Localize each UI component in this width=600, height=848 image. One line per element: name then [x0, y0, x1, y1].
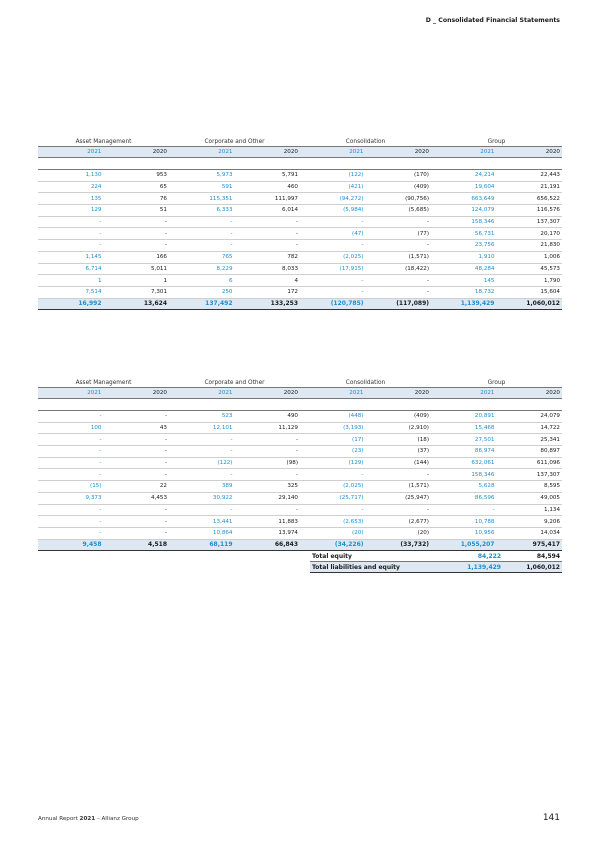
page-number: 141	[542, 813, 560, 823]
table-cell: 5,973	[169, 170, 235, 182]
table-cell: -	[169, 446, 235, 458]
table-cell: (421)	[300, 181, 366, 193]
table-cell: 22	[104, 481, 170, 493]
table-cell: -	[300, 216, 366, 228]
table-row	[38, 446, 562, 458]
table-cell: -	[169, 469, 235, 481]
table-cell: -	[104, 457, 170, 469]
table-cell: 29,140	[235, 492, 301, 504]
table-cell: 782	[235, 251, 301, 263]
table-row	[38, 263, 562, 275]
table-cell: 158,346	[431, 469, 497, 481]
table-cell: (2,910)	[366, 422, 432, 434]
table-cell: (90,756)	[366, 193, 432, 205]
spacer-cell	[38, 158, 104, 170]
table-cell: -	[104, 504, 170, 516]
report-year: 2021	[79, 816, 96, 822]
segment-header-row	[38, 378, 562, 388]
table-cell: (2,025)	[300, 481, 366, 493]
table-cell: 7,514	[38, 286, 104, 298]
table-cell: -	[38, 527, 104, 539]
table-cell: -	[169, 228, 235, 240]
report-prefix: Annual Report	[38, 816, 78, 822]
total-cell: 16,992	[38, 298, 104, 309]
table-cell: 490	[235, 411, 301, 423]
table-cell: -	[104, 516, 170, 528]
table-cell: 4,453	[104, 492, 170, 504]
table-cell: 86,974	[431, 446, 497, 458]
table-cell: 1,145	[38, 251, 104, 263]
spacer-cell	[235, 158, 301, 170]
table-cell: (409)	[366, 411, 432, 423]
table-cell: (5,685)	[366, 205, 432, 217]
table-row	[38, 170, 562, 182]
table-cell: 111,997	[235, 193, 301, 205]
spacer-cell	[104, 158, 170, 170]
table-cell: 5,628	[431, 481, 497, 493]
table-cell: 21,830	[497, 240, 563, 252]
year-header-row	[38, 388, 562, 399]
total-cell: 9,458	[38, 539, 104, 550]
table-cell: -	[366, 216, 432, 228]
year-header: 2021	[431, 147, 497, 158]
table-cell: 100	[38, 422, 104, 434]
table-cell: 591	[169, 181, 235, 193]
spacer-cell	[431, 399, 497, 411]
table-cell: (15)	[38, 481, 104, 493]
table-cell: (170)	[366, 170, 432, 182]
table-cell: (23)	[300, 446, 366, 458]
table-cell: -	[235, 216, 301, 228]
year-header: 2020	[104, 388, 170, 399]
year-header: 2020	[366, 388, 432, 399]
table-cell: 14,034	[497, 527, 563, 539]
table-cell: 158,346	[431, 216, 497, 228]
table-cell: 166	[104, 251, 170, 263]
year-header: 2020	[235, 147, 301, 158]
table-cell: 663,649	[431, 193, 497, 205]
table-cell: -	[104, 527, 170, 539]
total-cell: 66,843	[235, 539, 301, 550]
table-cell: 137,307	[497, 469, 563, 481]
table-row	[38, 240, 562, 252]
table-row	[38, 434, 562, 446]
report-suffix: – Allianz Group	[95, 816, 139, 822]
table-cell: 7,301	[104, 286, 170, 298]
table-cell: 1,790	[497, 275, 563, 287]
table-cell: -	[235, 228, 301, 240]
summary-value-2020: 84,594	[503, 551, 562, 562]
segment-header: Asset Management	[38, 378, 169, 388]
table-cell: -	[104, 216, 170, 228]
summary-value-2020: 1,060,012	[503, 562, 562, 573]
table-cell: 51	[104, 205, 170, 217]
table-cell: 20,891	[431, 411, 497, 423]
segment-header: Consolidation	[300, 137, 431, 147]
total-cell: (34,226)	[300, 539, 366, 550]
table-cell: 6,714	[38, 263, 104, 275]
table-cell: 4	[235, 275, 301, 287]
table-row	[38, 527, 562, 539]
table-cell: -	[104, 228, 170, 240]
table-cell: (77)	[366, 228, 432, 240]
table-cell: 8,033	[235, 263, 301, 275]
table-cell: (18,422)	[366, 263, 432, 275]
table-cell: 5,011	[104, 263, 170, 275]
table-row	[38, 481, 562, 493]
table-cell: -	[104, 411, 170, 423]
summary-row-total-liabilities-equity	[310, 562, 562, 573]
table-cell: 49,005	[497, 492, 563, 504]
table-cell: 43	[104, 422, 170, 434]
table-row	[38, 422, 562, 434]
table-cell: -	[431, 504, 497, 516]
table-cell: -	[235, 469, 301, 481]
table-cell: (47)	[300, 228, 366, 240]
table-cell: -	[235, 504, 301, 516]
year-header: 2021	[169, 388, 235, 399]
total-cell: 975,417	[497, 539, 563, 550]
table-cell: 656,522	[497, 193, 563, 205]
table-row	[38, 492, 562, 504]
table-cell: -	[235, 434, 301, 446]
spacer-cell	[169, 158, 235, 170]
liabilities-table	[38, 378, 562, 551]
table-cell: -	[104, 446, 170, 458]
table-row	[38, 205, 562, 217]
table-cell: (1,571)	[366, 481, 432, 493]
year-header: 2020	[235, 388, 301, 399]
table-cell: (18)	[366, 434, 432, 446]
report-footer	[38, 816, 139, 822]
table-row	[38, 251, 562, 263]
total-cell: 1,055,207	[431, 539, 497, 550]
summary-row-total-equity	[310, 551, 562, 562]
assets-table	[38, 137, 562, 310]
table-cell: 145	[431, 275, 497, 287]
table-cell: 460	[235, 181, 301, 193]
year-header: 2020	[366, 147, 432, 158]
spacer-cell	[235, 399, 301, 411]
segment-header: Group	[431, 378, 562, 388]
table-cell: 15,468	[431, 422, 497, 434]
spacer-cell	[169, 399, 235, 411]
table-cell: -	[300, 240, 366, 252]
spacer-cell	[497, 399, 563, 411]
segment-header-row	[38, 137, 562, 147]
table-cell: (144)	[366, 457, 432, 469]
table-cell: 1,006	[497, 251, 563, 263]
segment-header: Corporate and Other	[169, 378, 300, 388]
table-cell: -	[169, 434, 235, 446]
table-cell: -	[38, 411, 104, 423]
table-cell: 10,956	[431, 527, 497, 539]
table-cell: (94,272)	[300, 193, 366, 205]
table-cell: -	[366, 275, 432, 287]
section-header: D _ Consolidated Financial Statements	[425, 17, 560, 24]
table-cell: 45,573	[497, 263, 563, 275]
table-cell: (25,717)	[300, 492, 366, 504]
total-cell: 1,139,429	[431, 298, 497, 309]
table-cell: 1,130	[38, 170, 104, 182]
table-cell: -	[38, 240, 104, 252]
table-cell: 8,595	[497, 481, 563, 493]
spacer-cell	[366, 158, 432, 170]
table-cell: 953	[104, 170, 170, 182]
spacer-row	[38, 399, 562, 411]
total-row	[38, 298, 562, 309]
table-cell: (20)	[366, 527, 432, 539]
table-row	[38, 228, 562, 240]
table-cell: -	[235, 446, 301, 458]
total-cell: 4,518	[104, 539, 170, 550]
segment-header: Asset Management	[38, 137, 169, 147]
table-cell: (2,653)	[300, 516, 366, 528]
table-cell: 19,604	[431, 181, 497, 193]
table-cell: 6	[169, 275, 235, 287]
table-cell: 12,101	[169, 422, 235, 434]
table-cell: 8,229	[169, 263, 235, 275]
table-cell: 13,441	[169, 516, 235, 528]
table-cell: -	[300, 275, 366, 287]
spacer-cell	[104, 399, 170, 411]
table-cell: 11,129	[235, 422, 301, 434]
table-row	[38, 469, 562, 481]
table-cell: (1,571)	[366, 251, 432, 263]
table-cell: 224	[38, 181, 104, 193]
segment-header: Group	[431, 137, 562, 147]
table-cell: 250	[169, 286, 235, 298]
year-header: 2021	[169, 147, 235, 158]
table-cell: -	[300, 504, 366, 516]
table-cell: -	[38, 457, 104, 469]
spacer-cell	[38, 399, 104, 411]
table-cell: -	[38, 446, 104, 458]
table-cell: 80,897	[497, 446, 563, 458]
table-cell: (122)	[300, 170, 366, 182]
total-cell: (120,785)	[300, 298, 366, 309]
summary-value-2021: 84,222	[444, 551, 503, 562]
table-cell: -	[366, 286, 432, 298]
table-cell: 14,722	[497, 422, 563, 434]
table-cell: 65	[104, 181, 170, 193]
year-header: 2021	[300, 147, 366, 158]
year-header: 2021	[300, 388, 366, 399]
table-row	[38, 516, 562, 528]
year-header: 2020	[497, 388, 563, 399]
table-cell: -	[169, 504, 235, 516]
spacer-cell	[300, 158, 366, 170]
table-cell: (2,677)	[366, 516, 432, 528]
table-cell: 389	[169, 481, 235, 493]
table-cell: 137,307	[497, 216, 563, 228]
table-cell: 11,883	[235, 516, 301, 528]
table-row	[38, 193, 562, 205]
table-cell: 172	[235, 286, 301, 298]
total-cell: (33,732)	[366, 539, 432, 550]
table-cell: -	[366, 469, 432, 481]
table-cell: 9,373	[38, 492, 104, 504]
table-cell: 5,791	[235, 170, 301, 182]
table-cell: (98)	[235, 457, 301, 469]
equity-summary-table	[310, 551, 562, 573]
table-cell: 632,061	[431, 457, 497, 469]
table-row	[38, 504, 562, 516]
table-cell: 6,333	[169, 205, 235, 217]
total-cell: 137,492	[169, 298, 235, 309]
table-cell: 15,604	[497, 286, 563, 298]
table-cell: 20,170	[497, 228, 563, 240]
table-cell: (5,984)	[300, 205, 366, 217]
table-cell: -	[235, 240, 301, 252]
table-cell: -	[169, 240, 235, 252]
table-cell: -	[38, 216, 104, 228]
table-cell: 13,974	[235, 527, 301, 539]
table-cell: 1,134	[497, 504, 563, 516]
table-cell: 115,351	[169, 193, 235, 205]
table-cell: 765	[169, 251, 235, 263]
table-cell: 76	[104, 193, 170, 205]
table-cell: 1	[38, 275, 104, 287]
table-cell: 9,206	[497, 516, 563, 528]
segment-header: Corporate and Other	[169, 137, 300, 147]
summary-label: Total liabilities and equity	[310, 562, 444, 573]
table-cell: 48,284	[431, 263, 497, 275]
table-cell: -	[38, 434, 104, 446]
table-cell: 6,014	[235, 205, 301, 217]
summary-label: Total equity	[310, 551, 444, 562]
spacer-row	[38, 158, 562, 170]
year-header: 2021	[38, 388, 104, 399]
segment-header: Consolidation	[300, 378, 431, 388]
summary-value-2021: 1,139,429	[444, 562, 503, 573]
total-cell: 133,253	[235, 298, 301, 309]
table-cell: 24,214	[431, 170, 497, 182]
table-cell: 56,731	[431, 228, 497, 240]
table-cell: 135	[38, 193, 104, 205]
table-row	[38, 457, 562, 469]
table-cell: 27,501	[431, 434, 497, 446]
table-cell: -	[38, 469, 104, 481]
table-cell: (25,947)	[366, 492, 432, 504]
table-row	[38, 411, 562, 423]
table-cell: 116,576	[497, 205, 563, 217]
table-cell: 25,341	[497, 434, 563, 446]
table-cell: (17)	[300, 434, 366, 446]
total-row	[38, 539, 562, 550]
table-cell: 1	[104, 275, 170, 287]
table-cell: 86,596	[431, 492, 497, 504]
table-cell: 18,732	[431, 286, 497, 298]
table-row	[38, 181, 562, 193]
table-cell: -	[38, 228, 104, 240]
table-cell: 24,079	[497, 411, 563, 423]
table-cell: (129)	[300, 457, 366, 469]
table-cell: 129	[38, 205, 104, 217]
table-cell: -	[38, 516, 104, 528]
table-cell: 10,864	[169, 527, 235, 539]
spacer-cell	[431, 158, 497, 170]
table-cell: (17,915)	[300, 263, 366, 275]
table-cell: 325	[235, 481, 301, 493]
spacer-cell	[366, 399, 432, 411]
spacer-cell	[497, 158, 563, 170]
table-cell: 21,191	[497, 181, 563, 193]
year-header: 2021	[38, 147, 104, 158]
year-header: 2020	[104, 147, 170, 158]
spacer-cell	[300, 399, 366, 411]
table-cell: 1,910	[431, 251, 497, 263]
table-cell: 23,756	[431, 240, 497, 252]
year-header: 2021	[431, 388, 497, 399]
year-header: 2020	[497, 147, 563, 158]
table-cell: -	[300, 286, 366, 298]
table-cell: 22,443	[497, 170, 563, 182]
table-cell: (2,025)	[300, 251, 366, 263]
table-cell: (20)	[300, 527, 366, 539]
table-cell: (409)	[366, 181, 432, 193]
total-cell: 13,624	[104, 298, 170, 309]
table-cell: 523	[169, 411, 235, 423]
table-cell: -	[104, 434, 170, 446]
table-row	[38, 216, 562, 228]
table-cell: -	[169, 216, 235, 228]
table-row	[38, 286, 562, 298]
year-header-row	[38, 147, 562, 158]
table-cell: -	[300, 469, 366, 481]
table-cell: 124,079	[431, 205, 497, 217]
table-cell: (448)	[300, 411, 366, 423]
table-cell: 10,788	[431, 516, 497, 528]
table-cell: (37)	[366, 446, 432, 458]
table-cell: -	[104, 240, 170, 252]
table-cell: -	[38, 504, 104, 516]
table-cell: (122)	[169, 457, 235, 469]
table-cell: 611,096	[497, 457, 563, 469]
total-cell: 1,060,012	[497, 298, 563, 309]
table-cell: -	[366, 240, 432, 252]
table-cell: -	[366, 504, 432, 516]
table-cell: -	[104, 469, 170, 481]
total-cell: (117,089)	[366, 298, 432, 309]
table-cell: 30,922	[169, 492, 235, 504]
table-row	[38, 275, 562, 287]
table-cell: (3,193)	[300, 422, 366, 434]
total-cell: 68,119	[169, 539, 235, 550]
